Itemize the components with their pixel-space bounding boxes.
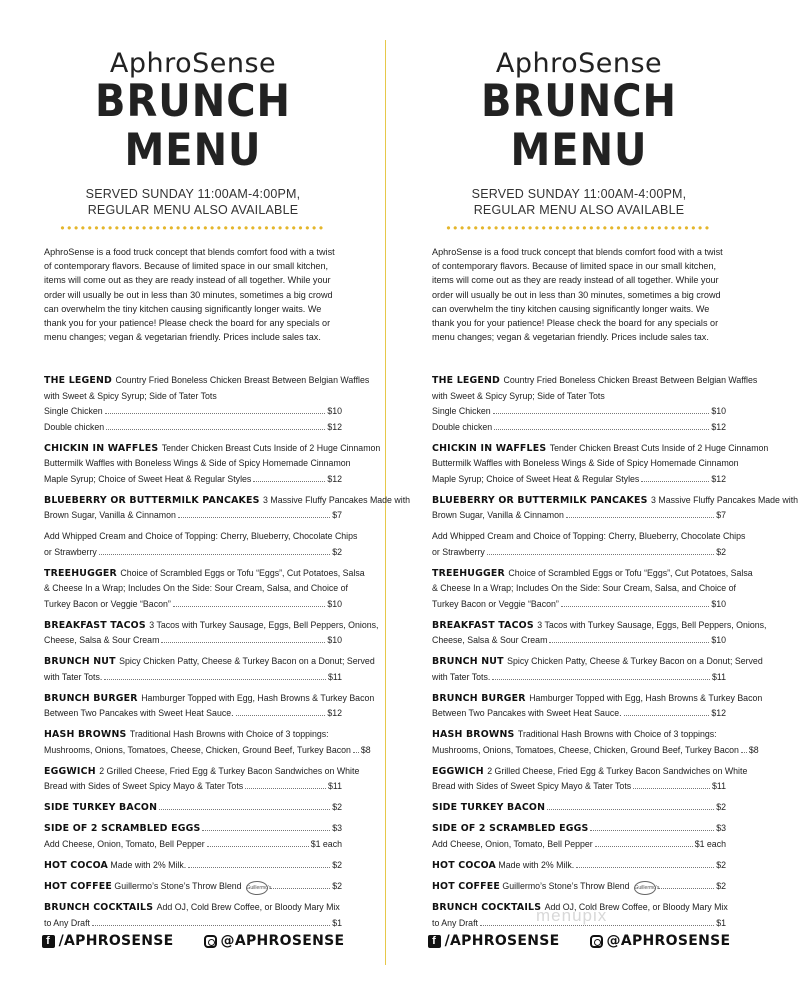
- dot-leader: [253, 481, 325, 482]
- dot-leader: [106, 429, 325, 430]
- dot-leader: [624, 715, 710, 716]
- item-name: SIDE TURKEY BACON: [432, 802, 546, 814]
- item-description: Made with 2% Milk.: [495, 859, 575, 870]
- served-line: SERVED SUNDAY 11:00AM-4:00PM,: [85, 187, 301, 201]
- item-name: BRUNCH BURGER: [44, 692, 142, 704]
- item-description: 3 Massive Fluffy Pancakes Made with: [263, 494, 411, 505]
- item-description: Tender Chicken Breast Cuts Inside of 2 Huge Cinnamon: [549, 442, 769, 453]
- dot-leader: [173, 606, 326, 607]
- item-description-line: [432, 654, 763, 670]
- dot-leader: [561, 606, 710, 607]
- price-row: [432, 420, 726, 436]
- price-row: [44, 508, 342, 524]
- item-price: $2: [716, 546, 726, 557]
- item-description: Buttermilk Waffles with Boneless Wings & Side of Spicy Homemade Cinnamon: [44, 458, 351, 469]
- price-row: [44, 821, 342, 837]
- menu-item: [44, 727, 371, 758]
- item-name: HASH BROWNS: [432, 729, 518, 741]
- dot-leader: [236, 715, 326, 716]
- item-name: SIDE OF 2 SCRAMBLED EGGS: [44, 823, 201, 835]
- item-name: BRUNCH COCKTAILS: [432, 902, 545, 914]
- item-description: Tender Chicken Breast Cuts Inside of 2 Huge Cinnamon: [161, 442, 381, 453]
- item-description: Add OJ, Cold Brew Coffee, or Bloody Mary Mix: [156, 902, 340, 913]
- item-description: Choice of Scrambled Eggs or Tofu “Eggs”, Cut Potatoes, Salsa: [120, 567, 365, 578]
- menu-item: [44, 529, 358, 560]
- item-price: $3: [332, 823, 342, 834]
- item-description-line: [44, 529, 358, 545]
- menu-item: [44, 821, 342, 852]
- menu-item: [44, 900, 342, 931]
- menu-item: [432, 879, 726, 895]
- menu-item: [432, 800, 726, 816]
- item-price: $11: [711, 781, 726, 792]
- intro-paragraph: AphroSense is a food truck concept that blends comfort food with a twist of contemporary flavors. Because of limited space in our small kitchen, items will come out as they are ready instead of all together. While your order will usually be out in less than 30 minutes, sometimes a big crowd can overwhelm the tiny kitchen causing significantly longer waits. We thank you for your patience! Please check the board for any specials or menu changes; vegan & vegetarian friendly. Prices include sales tax.: [44, 247, 335, 343]
- item-name: BREAKFAST TACOS: [432, 619, 538, 631]
- item-description-line: [44, 373, 370, 389]
- item-price: $2: [332, 880, 342, 891]
- item-description-line: [44, 654, 375, 670]
- item-description: Guillermo’s Stone’s Throw Blend: [499, 880, 630, 891]
- dot-leader: [159, 809, 330, 810]
- dot-leader: [566, 517, 714, 518]
- item-description: Traditional Hash Browns with Choice of 3 toppings:: [129, 729, 329, 740]
- item-description-line: [44, 618, 379, 634]
- instagram-icon: [204, 935, 217, 948]
- item-description-line: [432, 389, 726, 405]
- dot-leader: [188, 867, 330, 868]
- option-label: Mushrooms, Onions, Tomatoes, Cheese, Chicken, Ground Beef, Turkey Bacon: [432, 744, 739, 755]
- item-price: $1 each: [694, 838, 726, 849]
- item-description: 2 Grilled Cheese, Fried Egg & Turkey Bacon Sandwiches on White: [99, 765, 360, 776]
- item-price: $12: [327, 473, 342, 484]
- dot-leader: [178, 517, 330, 518]
- dot-leader: [99, 554, 330, 555]
- price-row: [44, 800, 342, 816]
- item-name: CHICKIN IN WAFFLES: [432, 442, 550, 454]
- item-name: BRUNCH NUT: [44, 656, 120, 668]
- item-description: 2 Grilled Cheese, Fried Egg & Turkey Bacon Sandwiches on White: [487, 765, 748, 776]
- dotted-separator: •••••••••••••••••••••••••••••••••••••••: [446, 221, 712, 235]
- item-name: BREAKFAST TACOS: [44, 619, 150, 631]
- menu-item: [432, 566, 753, 613]
- item-price: $10: [711, 635, 726, 646]
- brand-name: AphroSense: [495, 48, 663, 79]
- item-name: SIDE TURKEY BACON: [44, 802, 158, 814]
- item-description: Spicy Chicken Patty, Cheese & Turkey Bacon on a Donut; Served: [119, 656, 375, 667]
- social-bar-right: [386, 933, 772, 949]
- item-price: $1: [716, 917, 726, 928]
- item-price: $12: [711, 421, 726, 432]
- item-description-line: [432, 764, 748, 780]
- menu-item: [44, 441, 381, 488]
- item-price: $10: [327, 406, 342, 417]
- item-price: $10: [711, 406, 726, 417]
- item-name: BLUEBERRY OR BUTTERMILK PANCAKES: [44, 494, 264, 506]
- item-description: Choice of Scrambled Eggs or Tofu “Eggs”, Cut Potatoes, Salsa: [508, 567, 753, 578]
- price-row: [44, 670, 342, 686]
- price-row: [44, 916, 342, 932]
- item-price: $12: [711, 473, 726, 484]
- item-price: $10: [327, 598, 342, 609]
- item-description: & Cheese In a Wrap; Includes On the Side: Sour Cream, Salsa, and Choice of: [432, 583, 736, 594]
- menu-item: [432, 821, 726, 852]
- brand-name: AphroSense: [109, 48, 277, 79]
- item-name: BRUNCH NUT: [432, 656, 508, 668]
- option-label: Bread with Sides of Sweet Spicy Mayo & Tater Tots: [44, 781, 244, 792]
- option-label: Add Cheese, Onion, Tomato, Bell Pepper: [44, 838, 205, 849]
- option-label: with Tater Tots.: [44, 671, 103, 682]
- item-name: HOT COCOA: [44, 859, 108, 871]
- item-description: Country Fried Boneless Chicken Breast Between Belgian Waffles: [503, 375, 758, 386]
- menu-item: [432, 654, 763, 685]
- item-description: & Cheese In a Wrap; Includes On the Side: Sour Cream, Salsa, and Choice of: [44, 583, 348, 594]
- option-label: Maple Syrup; Choice of Sweet Heat & Regular Styles: [44, 473, 252, 484]
- item-description: Add Whipped Cream and Choice of Topping: Cherry, Blueberry, Chocolate Chips: [44, 531, 358, 542]
- price-row: [44, 597, 342, 613]
- price-row: [432, 837, 726, 853]
- dot-leader: [104, 679, 326, 680]
- item-description-line: [44, 456, 351, 472]
- menu-item: [432, 764, 748, 795]
- item-description-line: [432, 456, 739, 472]
- dot-leader: [641, 481, 709, 482]
- item-description-line: [432, 618, 767, 634]
- item-price: $11: [327, 671, 342, 682]
- item-name: HOT COFFEE: [432, 880, 500, 892]
- dot-leader: [549, 642, 709, 643]
- option-label: Add Cheese, Onion, Tomato, Bell Pepper: [432, 838, 593, 849]
- menu-item: [432, 618, 767, 649]
- dot-leader: [207, 846, 309, 847]
- menu-item: [44, 764, 360, 795]
- option-label: or Strawberry: [432, 546, 485, 557]
- option-label: with Tater Tots.: [432, 671, 491, 682]
- facebook-icon: f: [42, 935, 55, 948]
- dot-leader: [633, 788, 710, 789]
- dot-leader: [492, 679, 710, 680]
- price-row: [432, 508, 726, 524]
- option-label: Cheese, Salsa & Sour Cream: [44, 635, 160, 646]
- price-row: [432, 743, 759, 759]
- item-price: $2: [332, 546, 342, 557]
- menu-item: [44, 654, 375, 685]
- instagram-handle[interactable]: @APHROSENSE: [590, 933, 731, 949]
- menu-item: [44, 691, 375, 722]
- menu-item: [44, 566, 365, 613]
- option-label: Between Two Pancakes with Sweet Heat Sauce.: [432, 708, 622, 719]
- item-price: $12: [327, 708, 342, 719]
- option-label: to Any Draft: [44, 917, 90, 928]
- item-price: $11: [711, 671, 726, 682]
- instagram-handle[interactable]: @APHROSENSE: [204, 933, 345, 949]
- menu-item: [432, 727, 759, 758]
- item-description-line: [44, 493, 411, 509]
- price-row: [44, 858, 342, 874]
- item-price: $2: [716, 880, 726, 891]
- price-row: [44, 743, 371, 759]
- item-description-line: [44, 581, 348, 597]
- item-description: with Sweet & Spicy Syrup; Side of Tater Tots: [432, 390, 605, 401]
- option-label: Double chicken: [44, 421, 105, 432]
- item-description-line: [432, 441, 769, 457]
- item-description-line: [44, 727, 342, 743]
- item-description-line: [432, 727, 726, 743]
- price-row: [44, 779, 342, 795]
- price-row: [432, 800, 726, 816]
- price-row: [44, 837, 342, 853]
- item-price: $2: [332, 859, 342, 870]
- facebook-handle[interactable]: f /APHROSENSE: [42, 933, 174, 949]
- item-description: Hamburger Topped with Egg, Hash Browns & Turkey Bacon: [141, 692, 375, 703]
- watermark: menupix: [536, 906, 608, 925]
- price-row: [432, 670, 726, 686]
- option-label: to Any Draft: [432, 917, 478, 928]
- item-description-line: [44, 441, 381, 457]
- menu-item: [44, 373, 370, 435]
- item-name: HOT COFFEE: [44, 880, 112, 892]
- dot-leader: [105, 413, 326, 414]
- dot-leader: [92, 925, 330, 926]
- menu-item: [44, 879, 342, 895]
- price-row: [44, 706, 342, 722]
- item-name: SIDE OF 2 SCRAMBLED EGGS: [432, 823, 589, 835]
- option-label: Cheese, Salsa & Sour Cream: [432, 635, 548, 646]
- price-row: [44, 420, 342, 436]
- dot-leader: [595, 846, 693, 847]
- item-name: HOT COCOA: [432, 859, 496, 871]
- served-hours: [44, 186, 342, 218]
- item-description-line: [432, 691, 763, 707]
- dot-leader: [353, 752, 359, 753]
- item-description: Hamburger Topped with Egg, Hash Browns & Turkey Bacon: [529, 692, 763, 703]
- item-description: Made with 2% Milk.: [107, 859, 187, 870]
- item-description: 3 Tacos with Turkey Sausage, Eggs, Bell Peppers, Onions,: [537, 619, 767, 630]
- price-row: [44, 472, 342, 488]
- menu-item: [432, 691, 763, 722]
- price-row: [432, 597, 726, 613]
- item-price: $1: [332, 917, 342, 928]
- item-description: Add OJ, Cold Brew Coffee, or Bloody Mary Mix: [544, 902, 728, 913]
- item-price: $2: [332, 802, 342, 813]
- item-price: $1 each: [310, 838, 342, 849]
- item-description-line: [44, 764, 360, 780]
- menu-items: [44, 373, 411, 931]
- menu-title: BRUNCH MENU: [94, 75, 292, 177]
- item-description-line: [44, 566, 365, 582]
- item-description: Spicy Chicken Patty, Cheese & Turkey Bacon on a Donut; Served: [507, 656, 763, 667]
- price-row: [44, 879, 342, 895]
- dot-leader: [576, 867, 714, 868]
- item-description-line: [432, 529, 746, 545]
- item-name: BRUNCH BURGER: [432, 692, 530, 704]
- price-row: [432, 879, 726, 895]
- item-price: $7: [332, 510, 342, 521]
- option-label: Turkey Bacon or Veggie “Bacon”: [44, 598, 171, 609]
- dot-leader: [161, 642, 325, 643]
- price-row: [432, 633, 726, 649]
- dot-leader: [658, 888, 715, 889]
- option-label: Between Two Pancakes with Sweet Heat Sauce.: [44, 708, 234, 719]
- item-description: Buttermilk Waffles with Boneless Wings & Side of Spicy Homemade Cinnamon: [432, 458, 739, 469]
- item-name: THE LEGEND: [44, 375, 116, 387]
- dot-leader: [590, 830, 714, 831]
- served-line: SERVED SUNDAY 11:00AM-4:00PM,: [471, 187, 687, 201]
- dot-leader: [494, 429, 709, 430]
- item-price: $12: [711, 708, 726, 719]
- item-name: EGGWICH: [432, 765, 488, 777]
- item-description: Traditional Hash Browns with Choice of 3 toppings:: [517, 729, 717, 740]
- menu-item: [44, 493, 411, 524]
- item-description-line: [44, 691, 375, 707]
- intro-paragraph: AphroSense is a food truck concept that blends comfort food with a twist of contemporary flavors. Because of limited space in our small kitchen, items will come out as they are ready instead of all together. While your order will usually be out in less than 30 minutes, sometimes a big crowd can overwhelm the tiny kitchen causing significantly longer waits. We thank you for your patience! Please check the board for any specials or menu changes; vegan & vegetarian friendly. Prices include sales tax.: [432, 247, 723, 343]
- item-description: Add Whipped Cream and Choice of Topping: Cherry, Blueberry, Chocolate Chips: [432, 531, 746, 542]
- price-row: [432, 858, 726, 874]
- item-price: $12: [327, 421, 342, 432]
- option-label: Maple Syrup; Choice of Sweet Heat & Regular Styles: [432, 473, 640, 484]
- item-description-line: [432, 373, 758, 389]
- facebook-handle[interactable]: f /APHROSENSE: [428, 933, 560, 949]
- item-price: $2: [716, 802, 726, 813]
- option-label: Double chicken: [432, 421, 493, 432]
- menu-item: [432, 441, 769, 488]
- item-price: $11: [327, 781, 342, 792]
- item-name: EGGWICH: [44, 765, 100, 777]
- option-label: Brown Sugar, Vanilla & Cinnamon: [44, 510, 176, 521]
- item-price: $7: [716, 510, 726, 521]
- facebook-icon: f: [428, 935, 441, 948]
- price-row: [432, 821, 726, 837]
- item-description: Guillermo’s Stone’s Throw Blend: [111, 880, 242, 891]
- option-label: Single Chicken: [432, 406, 491, 417]
- item-price: $8: [360, 744, 371, 755]
- item-description: with Sweet & Spicy Syrup; Side of Tater Tots: [44, 390, 217, 401]
- menu-item: [432, 529, 746, 560]
- guillermos-logo-icon: Guillermo's: [246, 881, 268, 895]
- item-price: $2: [716, 859, 726, 870]
- item-description-line: [432, 493, 798, 509]
- price-row: [432, 404, 726, 420]
- menu-panel-right: [386, 0, 798, 1000]
- item-price: $10: [711, 598, 726, 609]
- social-bar-left: [0, 933, 386, 949]
- item-description-line: [432, 566, 753, 582]
- served-line: REGULAR MENU ALSO AVAILABLE: [87, 203, 299, 217]
- served-hours: [432, 186, 726, 218]
- item-price: $3: [716, 823, 726, 834]
- menu-items: [432, 373, 798, 931]
- item-name: TREEHUGGER: [44, 567, 121, 579]
- dot-leader: [270, 888, 331, 889]
- item-description: 3 Massive Fluffy Pancakes Made with: [651, 494, 798, 505]
- item-description-line: [432, 581, 736, 597]
- price-row: [432, 779, 726, 795]
- option-label: or Strawberry: [44, 546, 97, 557]
- menu-item: [44, 858, 342, 874]
- dot-leader: [547, 809, 714, 810]
- price-row: [432, 706, 726, 722]
- price-row: [44, 545, 342, 561]
- price-row: [432, 472, 726, 488]
- item-name: TREEHUGGER: [432, 567, 509, 579]
- instagram-icon: [590, 935, 603, 948]
- item-description-line: [44, 389, 342, 405]
- dot-leader: [493, 413, 710, 414]
- dot-leader: [741, 752, 747, 753]
- menu-item: [432, 373, 758, 435]
- dot-leader: [202, 830, 330, 831]
- menu-item: [432, 493, 798, 524]
- option-label: Turkey Bacon or Veggie “Bacon”: [432, 598, 559, 609]
- menu-item: [44, 800, 342, 816]
- item-price: $10: [327, 635, 342, 646]
- item-name: CHICKIN IN WAFFLES: [44, 442, 162, 454]
- item-description: Country Fried Boneless Chicken Breast Between Belgian Waffles: [115, 375, 370, 386]
- served-line: REGULAR MENU ALSO AVAILABLE: [473, 203, 685, 217]
- item-name: BRUNCH COCKTAILS: [44, 902, 157, 914]
- option-label: Brown Sugar, Vanilla & Cinnamon: [432, 510, 564, 521]
- price-row: [432, 545, 726, 561]
- item-name: HASH BROWNS: [44, 729, 130, 741]
- menu-title: BRUNCH MENU: [480, 75, 678, 177]
- dot-leader: [245, 788, 326, 789]
- dotted-separator: •••••••••••••••••••••••••••••••••••••••: [60, 221, 326, 235]
- item-description-line: [44, 900, 342, 916]
- dot-leader: [487, 554, 714, 555]
- option-label: Mushrooms, Onions, Tomatoes, Cheese, Chicken, Ground Beef, Turkey Bacon: [44, 744, 351, 755]
- option-label: Bread with Sides of Sweet Spicy Mayo & Tater Tots: [432, 781, 632, 792]
- price-row: [44, 633, 342, 649]
- guillermos-logo-icon: Guillermo's: [634, 881, 656, 895]
- option-label: Single Chicken: [44, 406, 103, 417]
- item-price: $8: [748, 744, 759, 755]
- price-row: [44, 404, 342, 420]
- item-name: BLUEBERRY OR BUTTERMILK PANCAKES: [432, 494, 652, 506]
- menu-item: [432, 858, 726, 874]
- item-description: 3 Tacos with Turkey Sausage, Eggs, Bell Peppers, Onions,: [149, 619, 379, 630]
- item-name: THE LEGEND: [432, 375, 504, 387]
- menu-item: [44, 618, 379, 649]
